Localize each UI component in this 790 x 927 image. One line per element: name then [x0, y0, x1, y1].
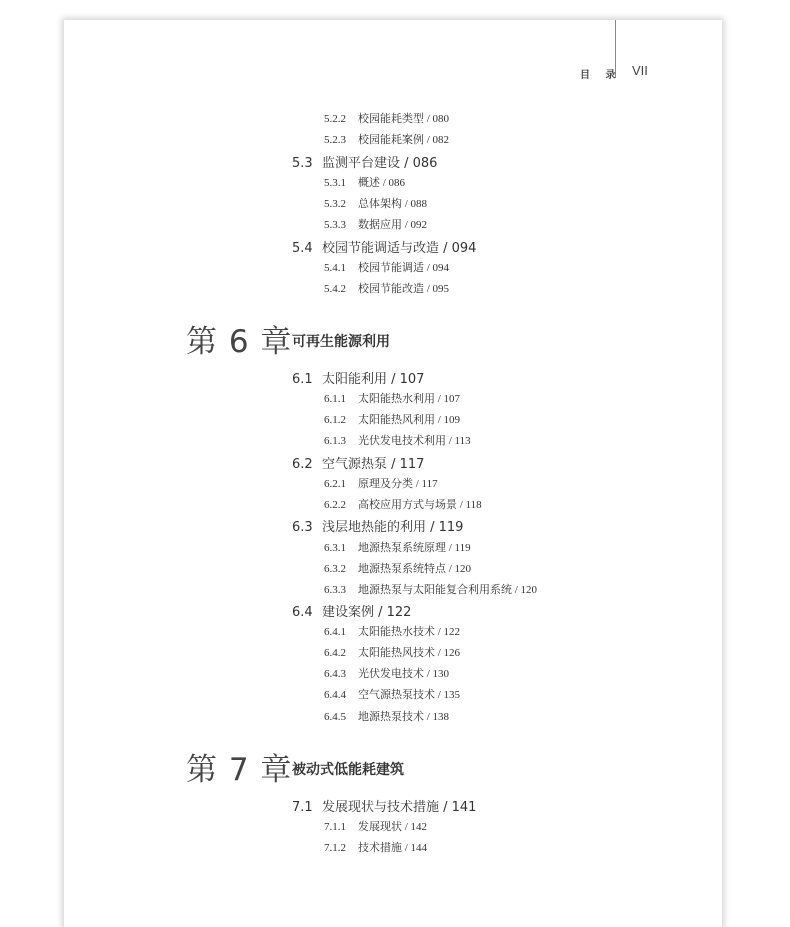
- toc-entry-5-3-2[interactable]: [324, 195, 427, 211]
- toc-number: 5.4: [292, 241, 313, 256]
- toc-number: 6.1.3: [324, 435, 346, 447]
- toc-text: 建设案例 / 122: [322, 605, 412, 620]
- toc-entry-6-2-1[interactable]: [324, 475, 438, 491]
- toc-number: 6.1: [292, 372, 313, 387]
- toc-number: 6.4.1: [324, 626, 346, 638]
- toc-text: 总体架构 / 088: [358, 198, 428, 210]
- toc-entry-7-1-1[interactable]: [324, 818, 427, 834]
- toc-entry-6-4-5[interactable]: [324, 708, 449, 724]
- toc-entry-6-2[interactable]: [292, 453, 424, 472]
- toc-number: 6.2: [292, 457, 313, 472]
- toc-number: 7.1.2: [324, 842, 346, 854]
- toc-text: 地源热泵与太阳能复合利用系统 / 120: [358, 584, 538, 596]
- toc-entry-6-3-1[interactable]: [324, 539, 471, 555]
- toc-entry-6-1-1[interactable]: [324, 390, 460, 406]
- toc-number: 7.1: [292, 800, 313, 815]
- page-number: VII: [632, 63, 648, 78]
- toc-text: 地源热泵系统特点 / 120: [358, 563, 472, 575]
- toc-number: 5.4.2: [324, 283, 346, 295]
- toc-entry-5-4-1[interactable]: [324, 259, 449, 275]
- running-header-title: 目 录: [580, 70, 622, 81]
- chapter-7-title[interactable]: 被动式低能耗建筑: [292, 762, 404, 778]
- toc-entry-7-1[interactable]: [292, 796, 476, 815]
- toc-number: 6.1.2: [324, 414, 346, 426]
- toc-entry-6-4[interactable]: [292, 601, 411, 620]
- toc-text: 概述 / 086: [358, 177, 406, 189]
- toc-number: 5.3: [292, 156, 313, 171]
- toc-entry-6-3-2[interactable]: [324, 560, 471, 576]
- toc-text: 校园节能调适 / 094: [358, 262, 450, 274]
- toc-text: 校园节能调适与改造 / 094: [322, 241, 477, 256]
- toc-text: 校园节能改造 / 095: [358, 283, 450, 295]
- toc-entry-5-2-3[interactable]: [324, 131, 449, 147]
- toc-entry-5-3[interactable]: [292, 152, 437, 171]
- toc-number: 6.4.3: [324, 668, 346, 680]
- toc-text: 空气源热泵 / 117: [322, 457, 425, 472]
- chapter-6-title[interactable]: 可再生能源利用: [292, 334, 390, 350]
- toc-text: 发展现状与技术措施 / 141: [322, 800, 477, 815]
- toc-number: 5.3.2: [324, 198, 346, 210]
- toc-number: 5.4.1: [324, 262, 346, 274]
- toc-entry-6-4-3[interactable]: [324, 665, 449, 681]
- toc-entry-6-3-3[interactable]: [324, 581, 537, 597]
- toc-number: 6.3.3: [324, 584, 346, 596]
- toc-text: 浅层地热能的利用 / 119: [322, 520, 464, 535]
- toc-entry-6-3[interactable]: [292, 516, 463, 535]
- toc-number: 6.3.2: [324, 563, 346, 575]
- toc-number: 6.1.1: [324, 393, 346, 405]
- toc-text: 太阳能热风利用 / 109: [358, 414, 461, 426]
- toc-text: 太阳能热水技术 / 122: [358, 626, 461, 638]
- toc-text: 太阳能热风技术 / 126: [358, 647, 461, 659]
- toc-entry-6-1-2[interactable]: [324, 411, 460, 427]
- toc-text: 空气源热泵技术 / 135: [358, 689, 461, 701]
- toc-number: 7.1.1: [324, 821, 346, 833]
- toc-entry-5-2-2[interactable]: [324, 110, 449, 126]
- toc-entry-6-4-4[interactable]: [324, 686, 460, 702]
- toc-entry-5-3-1[interactable]: [324, 174, 405, 190]
- toc-text: 地源热泵系统原理 / 119: [358, 542, 471, 554]
- toc-text: 光伏发电技术 / 130: [358, 668, 450, 680]
- toc-text: 校园能耗案例 / 082: [358, 134, 450, 146]
- toc-text: 技术措施 / 144: [358, 842, 428, 854]
- toc-number: 6.4: [292, 605, 313, 620]
- toc-text: 地源热泵技术 / 138: [358, 711, 450, 723]
- toc-text: 原理及分类 / 117: [358, 478, 438, 490]
- toc-text: 光伏发电技术利用 / 113: [358, 435, 471, 447]
- toc-entry-6-4-1[interactable]: [324, 623, 460, 639]
- toc-entry-6-1-3[interactable]: [324, 432, 471, 448]
- toc-number: 5.3.3: [324, 219, 346, 231]
- toc-number: 6.3.1: [324, 542, 346, 554]
- toc-number: 6.4.5: [324, 711, 346, 723]
- toc-text: 太阳能利用 / 107: [322, 372, 425, 387]
- toc-number: 6.4.4: [324, 689, 346, 701]
- toc-number: 6.2.1: [324, 478, 346, 490]
- toc-entry-6-1[interactable]: [292, 368, 424, 387]
- toc-number: 5.2.3: [324, 134, 346, 146]
- toc-entry-5-4[interactable]: [292, 237, 476, 256]
- toc-text: 校园能耗类型 / 080: [358, 113, 450, 125]
- toc-number: 5.3.1: [324, 177, 346, 189]
- toc-text: 监测平台建设 / 086: [322, 156, 438, 171]
- toc-number: 6.3: [292, 520, 313, 535]
- toc-entry-6-2-2[interactable]: [324, 496, 482, 512]
- toc-number: 6.2.2: [324, 499, 346, 511]
- toc-entry-5-4-2[interactable]: [324, 280, 449, 296]
- toc-text: 高校应用方式与场景 / 118: [358, 499, 482, 511]
- toc-number: 6.4.2: [324, 647, 346, 659]
- toc-text: 数据应用 / 092: [358, 219, 428, 231]
- toc-entry-6-4-2[interactable]: [324, 644, 460, 660]
- toc-text: 太阳能热水利用 / 107: [358, 393, 461, 405]
- chapter-7-label: 第 7 章: [186, 752, 293, 788]
- toc-entry-7-1-2[interactable]: [324, 839, 427, 855]
- chapter-6-label: 第 6 章: [186, 324, 293, 360]
- toc-entry-5-3-3[interactable]: [324, 216, 427, 232]
- toc-number: 5.2.2: [324, 113, 346, 125]
- toc-text: 发展现状 / 142: [358, 821, 428, 833]
